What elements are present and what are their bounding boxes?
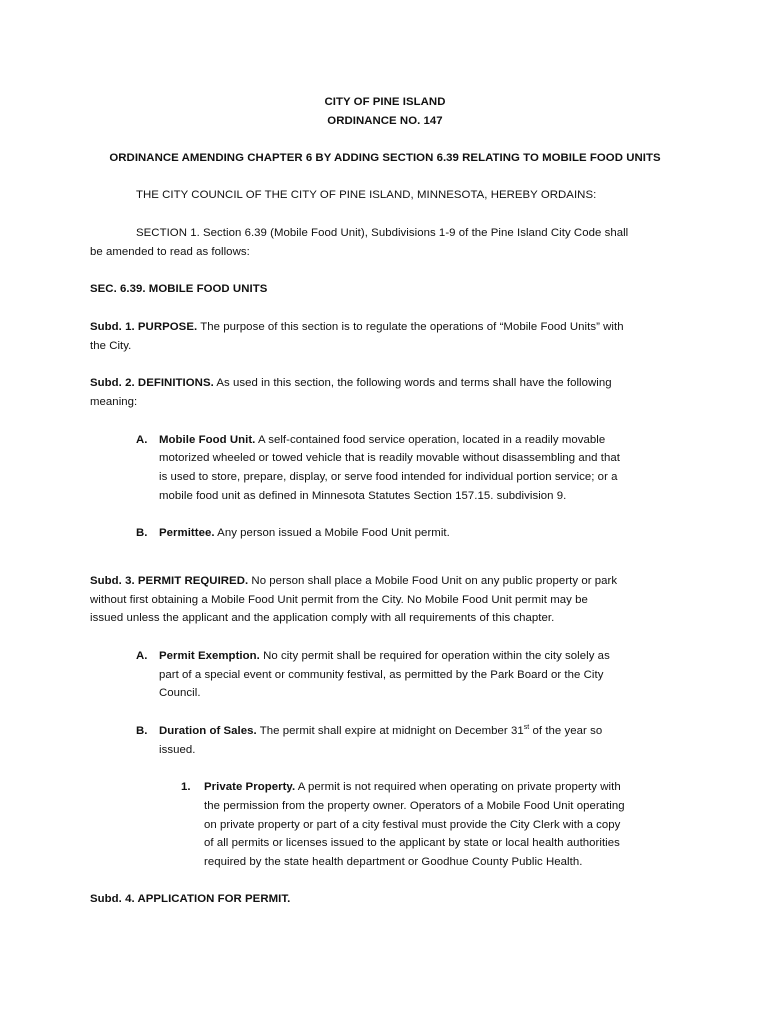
section1-line1: SECTION 1. Section 6.39 (Mobile Food Unit), Subdivisions 1-9 of the Pine Island City Code shall: [136, 227, 629, 239]
subd2-a-term: Mobile Food Unit.: [159, 434, 256, 446]
ordinance-title: ORDINANCE AMENDING CHAPTER 6 BY ADDING SECTION 6.39 RELATING TO MOBILE FOOD UNITS: [109, 152, 661, 164]
section1-line2: be amended to read as follows:: [90, 246, 250, 258]
subd2-b-marker: B.: [136, 527, 148, 539]
subd3-text: No person shall place a Mobile Food Unit on any public property or park: [248, 575, 618, 587]
subd2-a-marker: A.: [136, 434, 148, 446]
subd3-b-text-pre: The permit shall expire at midnight on December 31: [256, 725, 524, 737]
ordinance-number: ORDINANCE NO. 147: [327, 115, 443, 127]
subd1-label: Subd. 1. PURPOSE.: [90, 321, 198, 333]
subd2-b-line1: [159, 524, 450, 543]
subd3-a-line3: Council.: [159, 687, 201, 699]
subd2-a-line4: mobile food unit as defined in Minnesota Statutes Section 157.15. subdivision 9.: [159, 490, 567, 502]
subd2-b-text1: Any person issued a Mobile Food Unit permit.: [214, 527, 450, 539]
subd3-b1-line3: on private property or part of a city festival must provide the City Clerk with a copy: [204, 819, 621, 831]
subd3-a-marker: A.: [136, 650, 148, 662]
subd3-label: Subd. 3. PERMIT REQUIRED.: [90, 575, 249, 587]
subd1-line2: the City.: [90, 340, 132, 352]
subd3-line2: without first obtaining a Mobile Food Unit permit from the City. No Mobile Food Unit permit may be: [90, 594, 588, 606]
subd2-a-line2: motorized wheeled or towed vehicle that is readily movable without disassembling and that: [159, 452, 620, 464]
subd3-b-term: Duration of Sales.: [159, 725, 257, 737]
subd3-b1-term: Private Property.: [204, 781, 296, 793]
subd3-a-line2: part of a special event or community festival, as permitted by the Park Board or the City: [159, 669, 604, 681]
city-name: CITY OF PINE ISLAND: [324, 96, 446, 108]
subd3-b-marker: B.: [136, 725, 148, 737]
subd2-text: As used in this section, the following words and terms shall have the following: [213, 377, 612, 389]
section-heading: SEC. 6.39. MOBILE FOOD UNITS: [90, 283, 268, 295]
subd2-line2: meaning:: [90, 396, 138, 408]
ordinal-suffix: st: [523, 724, 530, 731]
subd2-a-line3: is used to store, prepare, display, or serve food intended for individual portion service; or a: [159, 471, 618, 483]
subd2-b-term: Permittee.: [159, 527, 215, 539]
subd4-heading: Subd. 4. APPLICATION FOR PERMIT.: [90, 893, 291, 905]
subd3-b-line1: [159, 722, 602, 741]
subd3-b-line2: issued.: [159, 744, 196, 756]
subd3-b1-marker: 1.: [181, 781, 191, 793]
subd3-b-text-post: of the year so: [529, 725, 603, 737]
subd3-b1-line2: the permission from the property owner. Operators of a Mobile Food Unit operating: [204, 800, 625, 812]
subd3-b1-text1: A permit is not required when operating on private property with: [295, 781, 621, 793]
subd3-line1: [90, 572, 617, 591]
subd2-line1: [90, 374, 612, 393]
subd3-b1-line5: required by the state health department or Goodhue County Public Health.: [204, 856, 583, 868]
subd1-line1: [90, 318, 624, 337]
subd2-a-line1: [159, 431, 605, 450]
subd3-line3: issued unless the applicant and the application comply with all requirements of this chapter.: [90, 612, 555, 624]
subd3-b1-line1: [204, 778, 621, 797]
subd2-label: Subd. 2. DEFINITIONS.: [90, 377, 214, 389]
subd1-text: The purpose of this section is to regulate the operations of “Mobile Food Units” with: [197, 321, 624, 333]
subd2-a-text1: A self-contained food service operation, located in a readily movable: [255, 434, 606, 446]
subd3-a-term: Permit Exemption.: [159, 650, 260, 662]
preamble: THE CITY COUNCIL OF THE CITY OF PINE ISLAND, MINNESOTA, HEREBY ORDAINS:: [136, 189, 597, 201]
subd3-a-text1: No city permit shall be required for operation within the city solely as: [259, 650, 610, 662]
subd3-a-line1: [159, 647, 610, 666]
subd3-b1-line4: of all permits or licenses issued to the applicant by state or local health authorities: [204, 837, 620, 849]
